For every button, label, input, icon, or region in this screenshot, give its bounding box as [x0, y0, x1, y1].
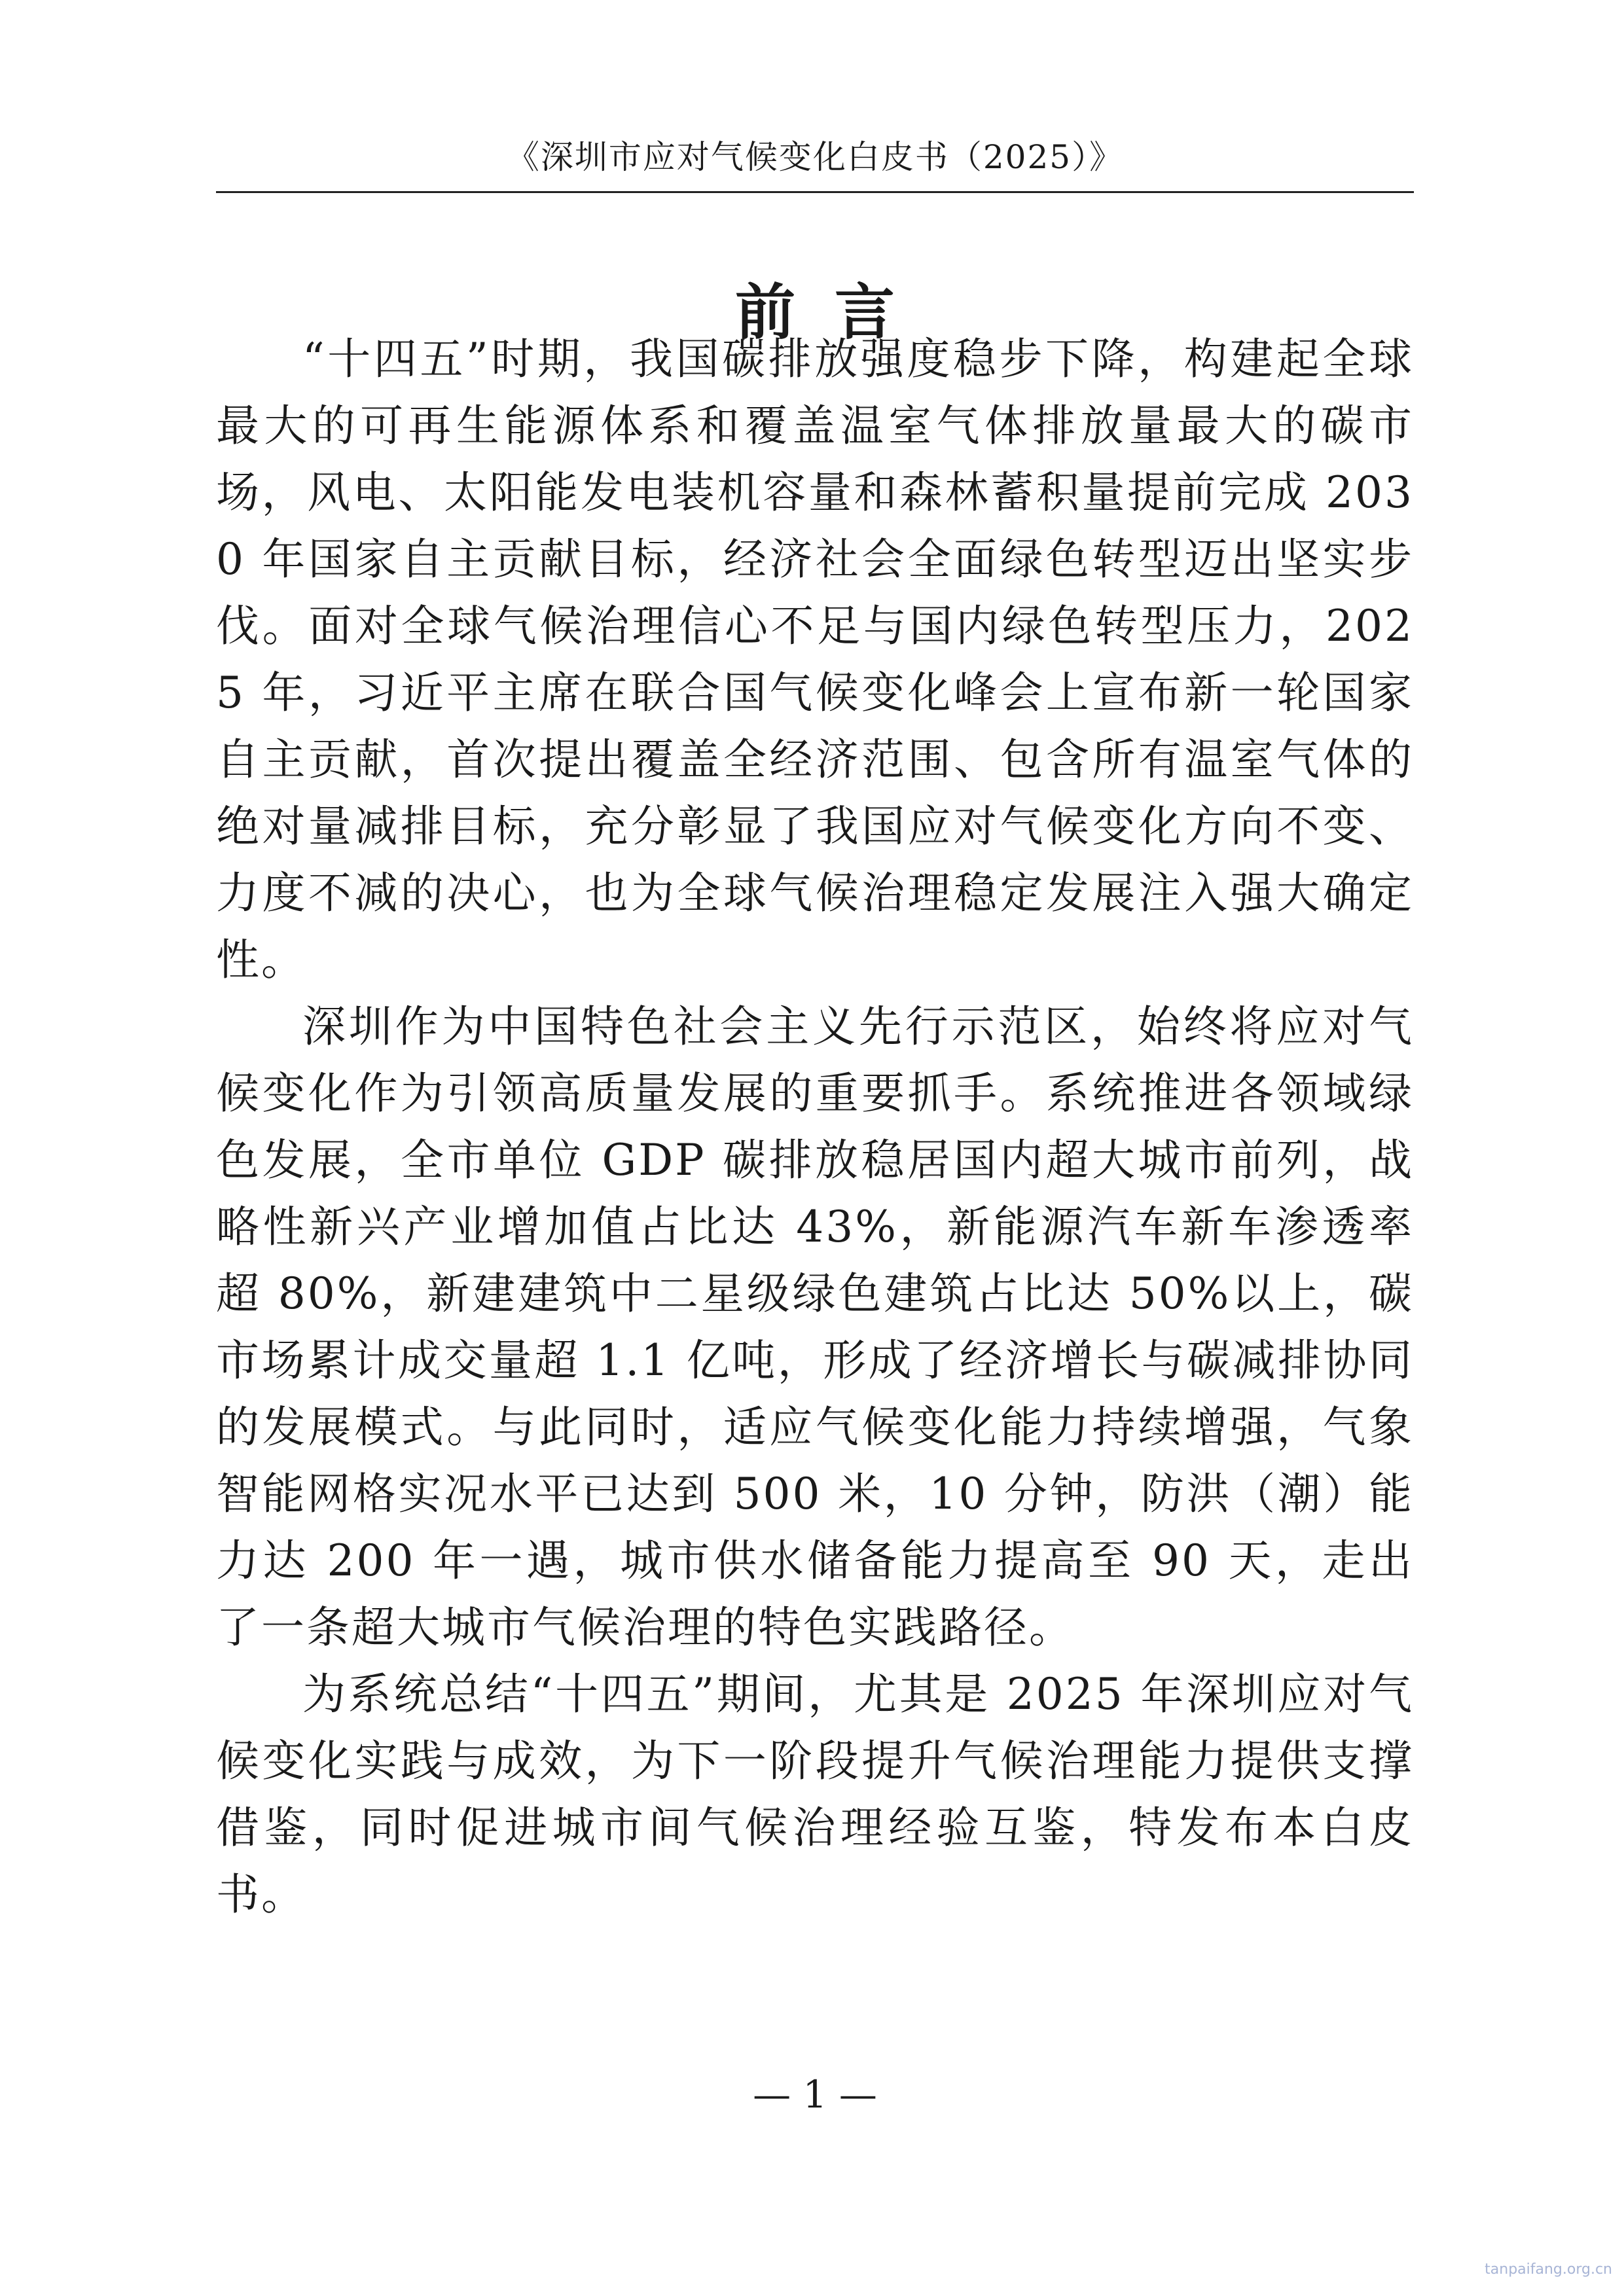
- body-text: [216, 326, 1414, 1928]
- paragraph-1: “十四五”时期，我国碳排放强度稳步下降，构建起全球最大的可再生能源体系和覆盖温室气体排放量最大的碳市场，风电、太阳能发电装机容量和森林蓄积量提前完成 2030 年国家自主贡献目标，经济社会全面绿色转型迈出坚实步伐。面对全球气候治理信心不足与国内绿色转型压力，2025 年，习近平主席在联合国气候变化峰会上宣布新一轮国家自主贡献，首次提出覆盖全经济范围、包含所有温室气体的绝对量减排目标，充分彰显了我国应对气候变化方向不变、力度不减的决心，也为全球气候治理稳定发展注入强大确定性。: [216, 334, 1414, 985]
- page-number: — 1 —: [753, 2072, 877, 2117]
- paragraph-3: 为系统总结“十四五”期间，尤其是 2025 年深圳应对气候变化实践与成效，为下一阶段提升气候治理能力提供支撑借鉴，同时促进城市间气候治理经验互鉴，特发布本白皮书。: [216, 1669, 1414, 1920]
- header-divider: [216, 191, 1414, 193]
- paragraph-2: 深圳作为中国特色社会主义先行示范区，始终将应对气候变化作为引领高质量发展的重要抓手。系统推进各领域绿色发展，全市单位 GDP 碳排放稳居国内超大城市前列，战略性新兴产业增加值占比达 43%，新能源汽车新车渗透率超 80%，新建建筑中二星级绿色建筑占比达 50%以上，碳市场累计成交量超 1.1 亿吨，形成了经济增长与碳减排协同的发展模式。与此同时，适应气候变化能力持续增强，气象智能网格实况水平已达到 500 米，10 分钟，防洪（潮）能力达 200 年一遇，城市供水储备能力提高至 90 天，走出了一条超大城市气候治理的特色实践路径。: [216, 1001, 1414, 1653]
- page-title: 前言: [734, 276, 934, 348]
- running-header: 《深圳市应对气候变化白皮书（2025）》: [506, 138, 1124, 176]
- watermark: tanpaifang.org.cn: [1485, 2261, 1612, 2278]
